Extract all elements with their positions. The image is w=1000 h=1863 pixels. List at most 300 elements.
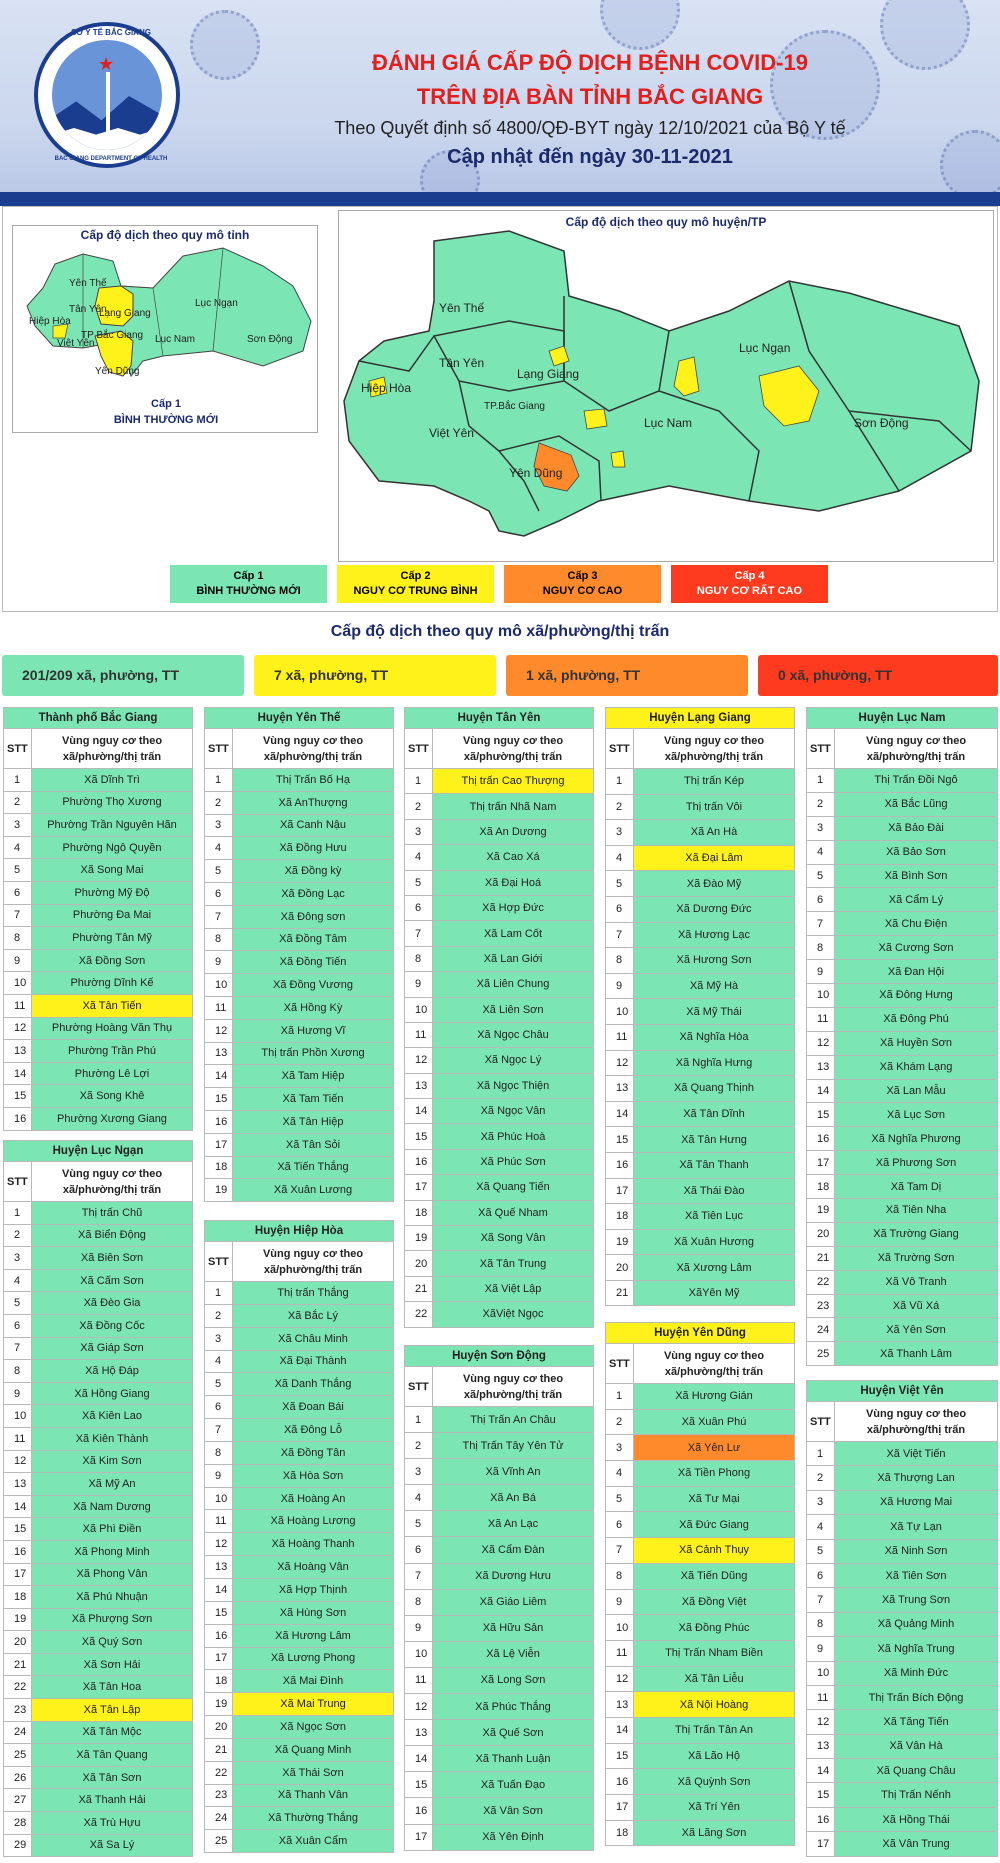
row-number: 9 [606,973,634,999]
row-number: 5 [606,1486,634,1512]
table-row [4,1040,193,1063]
commune-name: Xã Tân Liễu [634,1666,795,1692]
row-number: 10 [606,999,634,1025]
row-number: 8 [205,1441,233,1464]
commune-name: Xã Huyền Sơn [835,1031,998,1055]
district-table [605,707,795,1306]
zone-header-line1: Vùng nguy cơ theo [462,1372,564,1385]
district-name: Huyện Lạng Giang [606,708,795,729]
row-number: 19 [4,1608,32,1631]
row-number: 1 [205,769,233,792]
table-row [205,882,394,905]
district-table [605,1322,795,1846]
row-number: 12 [405,1048,433,1073]
district-map-label: Lục Ngạn [739,341,791,355]
commune-name: Xã An Dương [433,819,594,844]
table-row [405,946,594,971]
legend-level-1 [170,565,327,603]
row-number: 5 [4,859,32,882]
district-map-label: Yên Dũng [509,466,563,480]
commune-name: Xã Quý Sơn [32,1631,193,1654]
row-number: 15 [4,1518,32,1541]
table-row [205,1716,394,1739]
row-number: 1 [606,1384,634,1410]
commune-name: Thị trấn Cao Thượng [433,769,594,794]
table-row [205,1304,394,1327]
row-number: 2 [405,794,433,819]
zone-header-line2: xã/phường/thị trấn [263,750,363,763]
commune-name: Xã Vân Hà [835,1734,998,1758]
row-number: 17 [606,1795,634,1821]
commune-name: Xã Đan Hội [835,960,998,984]
table-row [4,949,193,972]
commune-section-title: Cấp độ dịch theo quy mô xã/phường/thị trấn [330,623,670,640]
row-number: 11 [807,1007,835,1031]
row-number: 5 [205,1373,233,1396]
row-number: 20 [4,1631,32,1654]
table-row [807,1079,998,1103]
commune-name: Phường Lê Lợi [32,1062,193,1085]
row-number: 10 [807,984,835,1008]
commune-name: Xã Quang Tiến [433,1175,594,1200]
row-number: 8 [4,927,32,950]
legend-level: Cấp 4 [734,570,765,582]
table-row [405,1511,594,1537]
commune-name: Xã Tân Sỏi [233,1133,394,1156]
commune-name: Xã Bắc Lý [233,1304,394,1327]
commune-name: Xã Tiên Sơn [835,1563,998,1587]
row-number: 7 [405,1563,433,1589]
row-number: 11 [4,994,32,1017]
row-number: 17 [4,1563,32,1586]
zone-header-line2: xã/phường/thị trấn [866,1423,966,1436]
row-number: 16 [807,1127,835,1151]
commune-name: Xã Đồng Vương [233,974,394,997]
row-number: 8 [606,948,634,974]
table-row [606,1461,795,1487]
commune-name: Xã Dương Đức [634,896,795,922]
table-row [807,1442,998,1466]
table-row [4,859,193,882]
zone-header [634,1344,795,1384]
commune-name: Xã Tân Hưng [634,1127,795,1153]
commune-name: Xã Tam Hiệp [233,1065,394,1088]
row-number: 7 [807,1588,835,1612]
row-number: 11 [205,1510,233,1533]
zone-header-line2: xã/phường/thị trấn [62,750,162,763]
commune-name: Xã Minh Đức [835,1661,998,1685]
row-number: 22 [807,1270,835,1294]
commune-name: Xã Ngọc Lý [433,1048,594,1073]
row-number: 7 [807,912,835,936]
table-row [606,1769,795,1795]
district-name: Huyện Tân Yên [405,708,594,729]
health-department-logo [34,22,180,168]
row-number: 1 [4,769,32,792]
row-number: 5 [205,860,233,883]
commune-name: Xã Thanh Lâm [835,1342,998,1366]
row-number: 12 [4,1450,32,1473]
table-row [4,1269,193,1292]
row-number: 11 [205,996,233,1019]
table-row [807,1270,998,1294]
row-number: 5 [807,864,835,888]
row-number: 13 [205,1042,233,1065]
district-table [404,707,594,1328]
row-number: 16 [4,1107,32,1130]
table-row [4,1699,193,1722]
zone-header-line2: xã/phường/thị trấn [866,750,966,763]
table-row [807,1759,998,1783]
row-number: 11 [405,1022,433,1047]
table-row [606,922,795,948]
row-number: 2 [4,791,32,814]
commune-name: Xã Xuân Phú [634,1409,795,1435]
table-row [4,791,193,814]
commune-name: Xã Biên Sơn [32,1247,193,1270]
commune-name: Xã Tam Dị [835,1175,998,1199]
zone-header-line2: xã/phường/thị trấn [463,750,563,763]
table-row [807,1637,998,1661]
row-number: 13 [4,1473,32,1496]
table-row [807,1539,998,1563]
table-row [606,1692,795,1718]
stt-header: STT [205,729,233,769]
table-row [405,769,594,794]
row-number: 2 [807,792,835,816]
table-row [606,1050,795,1076]
row-number: 8 [205,928,233,951]
row-number: 12 [606,1050,634,1076]
commune-name: Xã Việt Lập [433,1276,594,1301]
row-number: 9 [405,1615,433,1641]
legend-level-2 [337,565,494,603]
table-row [405,1563,594,1589]
row-number: 4 [606,845,634,871]
commune-name: Xã Hùng Sơn [233,1601,394,1624]
zone-header-line1: Vùng nguy cơ theo [865,734,967,747]
row-number: 28 [4,1812,32,1835]
table-row [205,1624,394,1647]
commune-name: Xã Phong Minh [32,1540,193,1563]
commune-name: Xã Tân Trung [433,1251,594,1276]
zone-header-line2: xã/phường/thị trấn [463,1388,563,1401]
table-row [405,1124,594,1149]
summary-level-4: 0 xã, phường, TT [758,655,998,696]
commune-name: Xã Hương Lâm [233,1624,394,1647]
row-number: 21 [807,1246,835,1270]
commune-name: Xã Cẩm Đàn [433,1537,594,1563]
row-number: 22 [4,1676,32,1699]
district-name: Huyện Hiệp Hòa [205,1221,394,1242]
row-number: 17 [205,1133,233,1156]
table-row [405,1073,594,1098]
table-row [205,769,394,792]
row-number: 3 [807,816,835,840]
row-number: 15 [205,1088,233,1111]
row-number: 19 [205,1693,233,1716]
table-row [405,1099,594,1124]
table-row [807,1103,998,1127]
province-map-label: Yên Thế [69,278,107,289]
commune-name: Xã Yên Định [433,1824,594,1850]
table-row [205,1784,394,1807]
table-row [807,1563,998,1587]
row-number: 17 [405,1175,433,1200]
commune-name: Xã Hữu Sản [433,1615,594,1641]
row-number: 3 [807,1490,835,1514]
table-row [405,1746,594,1772]
table-row [606,1743,795,1769]
row-number: 6 [606,1512,634,1538]
table-row [807,1127,998,1151]
province-map-label: Tân Yên [69,304,107,315]
legend-level-3 [504,565,661,603]
row-number: 1 [807,1442,835,1466]
row-number: 15 [807,1783,835,1807]
table-row [4,1653,193,1676]
table-row [205,860,394,883]
commune-name: Xã Việt Tiến [835,1442,998,1466]
table-row [4,904,193,927]
commune-name: Xã Quang Minh [233,1738,394,1761]
commune-name: Xã Tuấn Đạo [433,1772,594,1798]
row-number: 7 [4,1337,32,1360]
commune-name: Xã Lan Giới [433,946,594,971]
commune-name: Xã Phúc Thắng [433,1694,594,1720]
zone-header-line1: Vùng nguy cơ theo [262,1247,364,1260]
table-row [606,1538,795,1564]
province-level-label: Cấp 1 [151,398,181,410]
row-number: 1 [405,769,433,794]
commune-name: Phường Trần Nguyên Hãn [32,814,193,837]
table-row [205,1510,394,1533]
commune-name: Xã Đồng Tiến [233,951,394,974]
commune-name: Xã Thái Đào [634,1178,795,1204]
row-number: 10 [606,1615,634,1641]
table-row [205,1019,394,1042]
row-number: 17 [606,1178,634,1204]
commune-name: Xã Tự Lạn [835,1515,998,1539]
commune-name: Xã AnThượng [233,791,394,814]
row-number: 14 [606,1717,634,1743]
row-number: 19 [205,1179,233,1202]
commune-name: Xã Song Khê [32,1085,193,1108]
row-number: 4 [807,840,835,864]
zone-header-line1: Vùng nguy cơ theo [663,1349,765,1362]
commune-name: Xã Yên Lư [634,1435,795,1461]
commune-name: Xã Đồng Sơn [32,949,193,972]
table-row [807,1246,998,1270]
row-number: 7 [205,905,233,928]
row-number: 19 [807,1199,835,1223]
row-number: 8 [807,1612,835,1636]
commune-name: Xã Mỹ Hà [634,973,795,999]
table-row [606,1409,795,1435]
row-number: 13 [807,1055,835,1079]
page-title-line1: ĐÁNH GIÁ CẤP ĐỘ DỊCH BỆNH COVID-19 [372,50,808,75]
row-number: 17 [807,1832,835,1856]
district-name: Huyện Yên Thế [205,708,394,729]
row-number: 13 [606,1692,634,1718]
commune-name: Xã Kim Sơn [32,1450,193,1473]
table-row [205,1133,394,1156]
legend-name: NGUY CƠ RẤT CAO [696,585,803,597]
row-number: 16 [606,1152,634,1178]
table-row [405,1641,594,1667]
row-number: 6 [807,888,835,912]
row-number: 9 [807,1637,835,1661]
row-number: 6 [4,881,32,904]
row-number: 11 [4,1427,32,1450]
table-row [4,994,193,1017]
commune-name: Xã Hoàng Thanh [233,1533,394,1556]
row-number: 11 [606,1024,634,1050]
commune-name: Xã Quang Châu [835,1759,998,1783]
table-row [205,1042,394,1065]
row-number: 12 [205,1019,233,1042]
commune-name: Phường Tân Mỹ [32,927,193,950]
commune-name: Xã Kiên Lao [32,1405,193,1428]
table-row [606,999,795,1025]
table-row [807,1685,998,1709]
zone-header-line1: Vùng nguy cơ theo [663,734,765,747]
table-row [405,845,594,870]
commune-name: Xã Phong Vân [32,1563,193,1586]
row-number: 25 [807,1342,835,1366]
commune-name: Xã Mai Đình [233,1670,394,1693]
zone-header [835,729,998,769]
table-row [807,1466,998,1490]
row-number: 1 [4,1202,32,1225]
commune-name: Xã Bảo Đài [835,816,998,840]
row-number: 13 [205,1556,233,1579]
row-number: 6 [205,882,233,905]
table-row [205,1647,394,1670]
commune-name: Xã Quang Thịnh [634,1076,795,1102]
row-number: 7 [205,1419,233,1442]
row-number: 2 [205,1304,233,1327]
table-row [4,1450,193,1473]
row-number: 4 [807,1515,835,1539]
table-row [807,1007,998,1031]
commune-name: Xã Song Mai [32,859,193,882]
table-row [4,1382,193,1405]
page-title-line2: TRÊN ĐỊA BÀN TỈNH BẮC GIANG [416,84,764,109]
commune-name: Xã Lam Cốt [433,921,594,946]
district-name: Huyện Việt Yên [807,1381,998,1402]
commune-name: Xã Đại Lâm [634,845,795,871]
row-number: 2 [606,1409,634,1435]
table-row [405,1022,594,1047]
commune-name: Xã Mai Trung [233,1693,394,1716]
row-number: 16 [205,1110,233,1133]
row-number: 14 [807,1079,835,1103]
commune-name: Xã Đồng kỳ [233,860,394,883]
row-number: 29 [4,1834,32,1857]
table-row [4,769,193,792]
table-row [405,1720,594,1746]
commune-name: Xã Đào Mỹ [634,871,795,897]
province-map-label: Lục Nam [155,334,196,345]
district-table [806,1380,998,1857]
commune-name: Xã Vân Trung [835,1832,998,1856]
stt-header: STT [606,729,634,769]
row-number: 4 [4,1269,32,1292]
commune-name: Xã Mỹ An [32,1473,193,1496]
table-row [4,1721,193,1744]
row-number: 22 [405,1302,433,1327]
commune-name: Xã Liên Chung [433,972,594,997]
table-row [807,864,998,888]
commune-name: Xã Nghĩa Phương [835,1127,998,1151]
row-number: 11 [606,1640,634,1666]
table-row [606,1229,795,1255]
zone-header-line2: xã/phường/thị trấn [263,1263,363,1276]
commune-name: Xã Đèo Gia [32,1292,193,1315]
province-map-label: Việt Yên [57,338,95,349]
table-row [4,814,193,837]
commune-name: Xã Quảng Minh [835,1612,998,1636]
table-row [405,1407,594,1433]
commune-name: Xã Trù Hựu [32,1812,193,1835]
table-row [405,1537,594,1563]
commune-name: Xã Thanh Hải [32,1789,193,1812]
row-number: 19 [606,1229,634,1255]
table-row [205,1419,394,1442]
table-row [807,1734,998,1758]
row-number: 10 [405,997,433,1022]
table-row [4,1744,193,1767]
table-row [606,1101,795,1127]
row-number: 10 [205,1487,233,1510]
commune-name: Xã Đồng Tân [233,1441,394,1464]
commune-name: Xã Lão Hộ [634,1743,795,1769]
commune-name: Xã Quế Sơn [433,1720,594,1746]
row-number: 17 [807,1151,835,1175]
district-map-title: Cấp độ dịch theo quy mô huyện/TP [565,215,767,229]
row-number: 1 [405,1407,433,1433]
table-row [205,1601,394,1624]
province-map-title: Cấp độ dịch theo quy mô tỉnh [80,228,250,242]
table-row [807,769,998,793]
commune-name: Xã Trí Yên [634,1795,795,1821]
legend-level: Cấp 1 [233,570,264,582]
row-number: 15 [405,1124,433,1149]
row-number: 3 [205,1327,233,1350]
table-row [405,1824,594,1850]
commune-name: Xã Liên Sơn [433,997,594,1022]
commune-name: Xã Xuân Cẩm [233,1830,394,1853]
row-number: 14 [4,1495,32,1518]
table-row [606,1024,795,1050]
table-row [405,1226,594,1251]
district-map-label: Lạng Giang [517,367,580,381]
district-map-label: TP.Bắc Giang [484,401,545,412]
table-row [205,1156,394,1179]
commune-name: Xã Tam Tiến [233,1088,394,1111]
province-map-label: TP Bắc Giang [81,330,144,341]
table-row [405,895,594,920]
table-row [4,1495,193,1518]
commune-name: Xã Đồng Phúc [634,1615,795,1641]
row-number: 5 [405,870,433,895]
row-number: 7 [606,1538,634,1564]
commune-name: Xã Tân Thanh [634,1152,795,1178]
table-row [205,1693,394,1716]
row-number: 8 [405,1589,433,1615]
row-number: 15 [807,1103,835,1127]
